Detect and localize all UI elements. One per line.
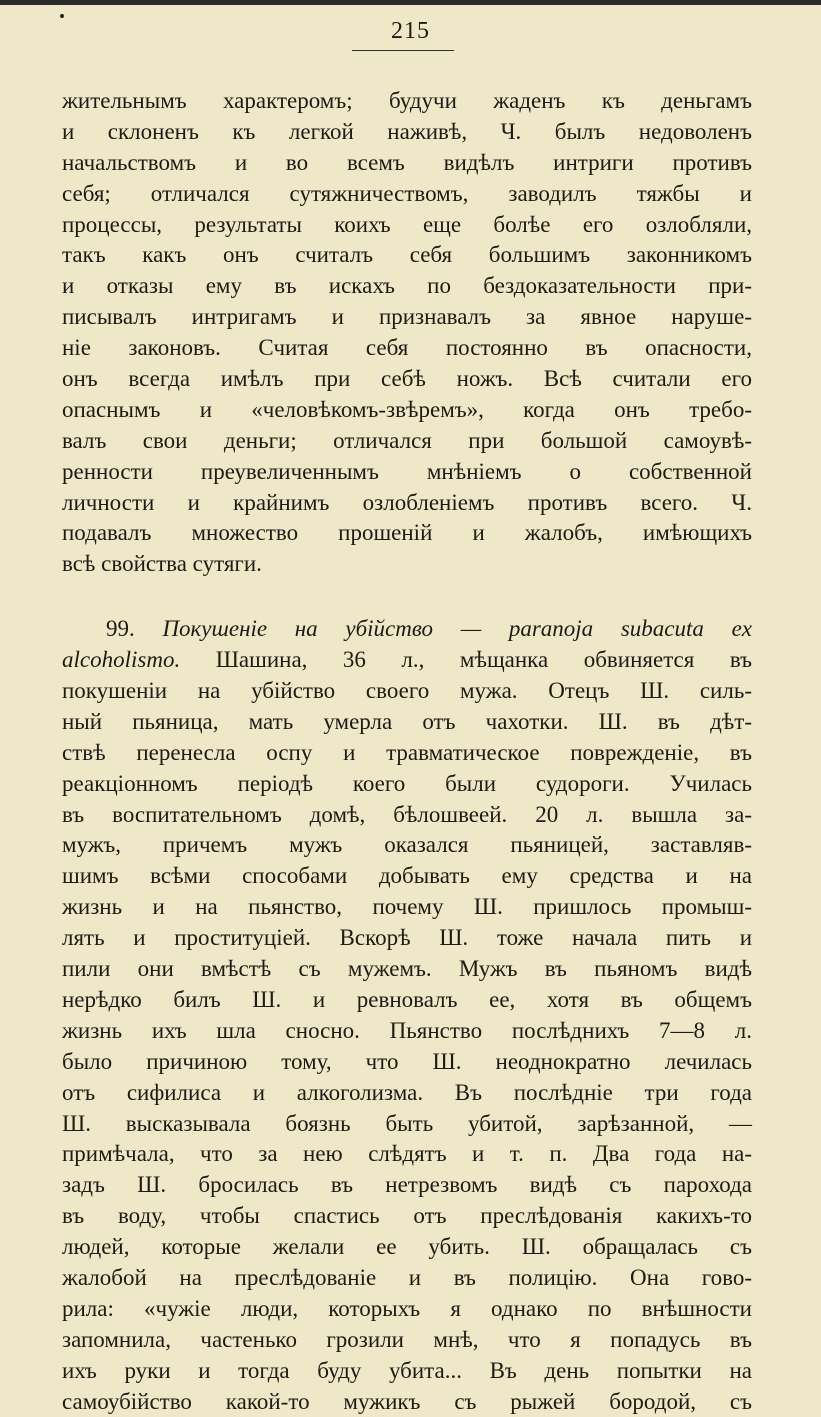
case-text-start: Шашина, 36 л., мѣщанка обвиняется въ: [215, 647, 753, 673]
text-line: онъ всегда имѣлъ при себѣ ножъ. Всѣ считали его: [62, 366, 752, 392]
text-line: примѣчала, что за нею слѣдятъ и т. п. Два года на-: [62, 1141, 752, 1167]
text-line: начальствомъ и во всемъ видѣлъ интриги противъ: [62, 149, 752, 175]
case-title-continued: alcoholismo.: [62, 647, 181, 673]
text-line: жизнь и на пьянство, почему Ш. пришлось промыш-: [62, 894, 752, 920]
text-line: задъ Ш. бросилась въ нетрезвомъ видѣ съ парохода: [62, 1172, 752, 1198]
text-line: всѣ свойства сутяги.: [62, 551, 262, 577]
text-line: въ воду, чтобы спастись отъ преслѣдованiя какихъ-то: [62, 1203, 752, 1229]
text-line: и склоненъ къ легкой наживѣ, Ч. былъ недоволенъ: [62, 118, 752, 144]
case-number: 99.: [106, 616, 135, 642]
page-body: [62, 86, 752, 1417]
text-line: нерѣдко билъ Ш. и ревновалъ ее, хотя въ общемъ: [62, 986, 752, 1012]
text-line: Ш. высказывала боязнь быть убитой, зарѣзанной, —: [62, 1110, 752, 1136]
text-line: пили они вмѣстѣ съ мужемъ. Мужъ въ пьяномъ видѣ: [62, 956, 752, 982]
text-line: валъ свои деньги; отличался при большой самоувѣ-: [62, 427, 752, 453]
text-line: опаснымъ и «человѣкомъ-звѣремъ», когда онъ требо-: [62, 396, 752, 422]
text-line: отъ сифилиса и алкоголизма. Въ послѣднiе три года: [62, 1079, 752, 1105]
case-99-paragraph: [62, 614, 752, 1417]
text-line: ренности преувеличеннымъ мнѣнiемъ о собственной: [62, 458, 752, 484]
text-line: мужъ, причемъ мужъ оказался пьяницей, заставляв-: [62, 832, 752, 858]
text-line: лять и проституцiей. Вскорѣ Ш. тоже начала пить и: [62, 925, 752, 951]
case-title: Покушенiе на убiйство — paranoja subacuta ex: [162, 616, 752, 642]
text-line: рила: «чужiе люди, которыхъ я однако по внѣшности: [62, 1295, 752, 1321]
text-line: жительнымъ характеромъ; будучи жаденъ къ деньгамъ: [62, 88, 752, 113]
text-line: процессы, результаты коихъ еще болѣе его озлобляли,: [62, 211, 752, 237]
text-line: ихъ руки и тогда буду убита... Въ день попытки на: [62, 1357, 752, 1383]
text-line: покушенiи на убiйство своего мужа. Отецъ Ш. силь-: [62, 678, 752, 704]
text-line: жизнь ихъ шла сносно. Пьянство послѣднихъ 7—8 л.: [62, 1017, 752, 1043]
text-line: нiе законовъ. Считая себя постоянно въ опасности,: [62, 335, 752, 361]
text-line: запомнила, частенько грозили мнѣ, что я попадусь въ: [62, 1326, 752, 1352]
text-line: шимъ всѣми способами добывать ему средства и на: [62, 863, 752, 889]
text-line: подавалъ множество прошенiй и жалобъ, имѣющихъ: [62, 520, 752, 546]
page-number: 215: [391, 18, 430, 44]
scan-top-edge: [0, 0, 821, 5]
text-line: ный пьяница, мать умерла отъ чахотки. Ш. въ дѣт-: [62, 708, 752, 734]
text-line: писывалъ интригамъ и признавалъ за явное наруше-: [62, 304, 752, 330]
text-line: личности и крайнимъ озлобленiемъ противъ всего. Ч.: [62, 489, 752, 515]
text-line: такъ какъ онъ считалъ себя большимъ законникомъ: [62, 242, 752, 268]
text-line: было причиною тому, что Ш. неоднократно лечилась: [62, 1048, 752, 1074]
paragraph-gap: [62, 580, 752, 614]
text-line: людей, которые желали ее убить. Ш. обращалась съ: [62, 1234, 752, 1260]
text-line: реакцiонномъ перiодѣ коего были судороги. Училась: [62, 770, 752, 796]
case-heading-line: [62, 614, 752, 645]
case-heading-line-2: [62, 645, 752, 676]
text-line: себя; отличался сутяжничествомъ, заводилъ тяжбы и: [62, 180, 752, 206]
text-line: ствѣ перенесла оспу и травматическое поврежденiе, въ: [62, 739, 752, 765]
page-number-rule: [352, 50, 454, 51]
text-line: въ воспитательномъ домѣ, бѣлошвеей. 20 л. вышла за-: [62, 801, 752, 827]
text-line: самоубiйство какой-то мужикъ съ рыжей бородой, съ: [62, 1388, 752, 1414]
text-line: жалобой на преслѣдованiе и въ полицiю. Она гово-: [62, 1264, 752, 1290]
text-line: и отказы ему въ искахъ по бездоказательности при-: [62, 273, 752, 299]
paragraph-continuation: [62, 86, 752, 580]
